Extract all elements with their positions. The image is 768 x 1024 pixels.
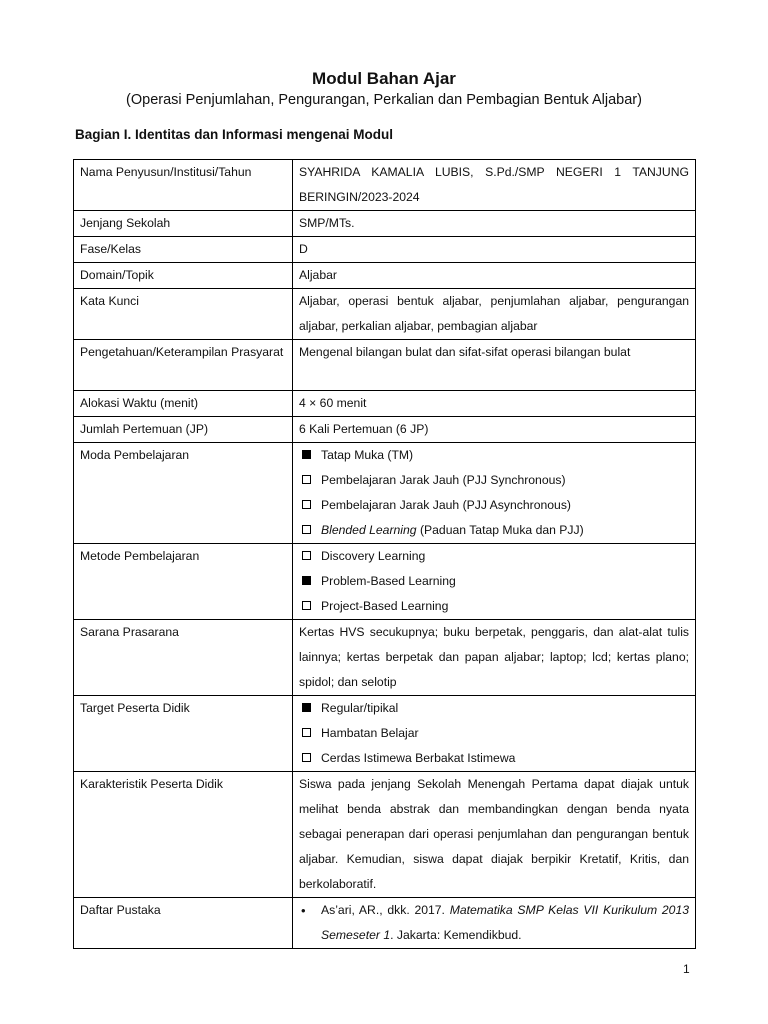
section-heading: Bagian I. Identitas dan Informasi mengenai Modul	[75, 127, 394, 142]
row-label: Jumlah Pertemuan (JP)	[74, 417, 293, 443]
option-item: Project-Based Learning	[299, 594, 689, 619]
row-label: Jenjang Sekolah	[74, 211, 293, 237]
module-info-table	[73, 159, 696, 949]
row-label: Daftar Pustaka	[74, 898, 293, 949]
row-label: Target Peserta Didik	[74, 696, 293, 772]
table-row	[74, 544, 696, 620]
option-item: Blended Learning (Paduan Tatap Muka dan PJJ)	[299, 518, 689, 543]
row-value: Siswa pada jenjang Sekolah Menengah Pertama dapat diajak untuk melihat benda abstrak dan membandingkan dengan benda nyata sebagai penerapan dari operasi penjumlahan dan pengurangan bentuk aljabar. Kemudian, siswa dapat diajak berpikir Kretatif, Kritis, dan berkolaboratif.	[293, 772, 696, 898]
row-label: Moda Pembelajaran	[74, 443, 293, 544]
metode-options	[293, 544, 696, 620]
table-row	[74, 443, 696, 544]
row-value: 6 Kali Pertemuan (6 JP)	[293, 417, 696, 443]
row-label: Pengetahuan/Keterampilan Prasyarat	[74, 340, 293, 391]
table-row	[74, 263, 696, 289]
module-title: Modul Bahan Ajar	[312, 69, 456, 88]
option-item: Problem-Based Learning	[299, 569, 689, 594]
target-options	[293, 696, 696, 772]
table-row	[74, 391, 696, 417]
reference-item	[299, 898, 689, 948]
row-value: Aljabar, operasi bentuk aljabar, penjumlahan aljabar, pengurangan aljabar, perkalian aljabar, pembagian aljabar	[293, 289, 696, 340]
checkbox-icon	[302, 753, 311, 762]
table-row	[74, 772, 696, 898]
row-label: Sarana Prasarana	[74, 620, 293, 696]
book-title: Matematika SMP Kelas VII Kurikulum 2013 Semeseter 1	[321, 903, 689, 942]
checkbox-icon	[302, 450, 311, 459]
option-item: Cerdas Istimewa Berbakat Istimewa	[299, 746, 689, 771]
row-value: SYAHRIDA KAMALIA LUBIS, S.Pd./SMP NEGERI 1 TANJUNG BERINGIN/2023-2024	[293, 160, 696, 211]
checkbox-icon	[302, 551, 311, 560]
row-label: Fase/Kelas	[74, 237, 293, 263]
checkbox-icon	[302, 728, 311, 737]
option-item: Tatap Muka (TM)	[299, 443, 689, 468]
module-subtitle: (Operasi Penjumlahan, Pengurangan, Perkalian dan Pembagian Bentuk Aljabar)	[126, 92, 642, 108]
page-number: 1	[683, 962, 690, 976]
row-value: Aljabar	[293, 263, 696, 289]
table-row	[74, 898, 696, 949]
blended-learning-term: Blended Learning	[321, 523, 417, 537]
reference-text: As’ari, AR., dkk. 2017. Matematika SMP Kelas VII Kurikulum 2013 Semeseter 1. Jakarta: Kemendikbud.	[321, 903, 689, 942]
option-item: Pembelajaran Jarak Jauh (PJJ Synchronous)	[299, 468, 689, 493]
row-label: Nama Penyusun/Institusi/Tahun	[74, 160, 293, 211]
table-row	[74, 289, 696, 340]
table-row	[74, 340, 696, 391]
table-row	[74, 160, 696, 211]
row-label: Kata Kunci	[74, 289, 293, 340]
reference-list	[293, 898, 696, 949]
option-item: Pembelajaran Jarak Jauh (PJJ Asynchronous)	[299, 493, 689, 518]
option-item: Hambatan Belajar	[299, 721, 689, 746]
checkbox-icon	[302, 576, 311, 585]
row-value: Kertas HVS secukupnya; buku berpetak, penggaris, dan alat-alat tulis lainnya; kertas berpetak dan papan aljabar; laptop; lcd; kertas plano; spidol; dan selotip	[293, 620, 696, 696]
row-value: 4 × 60 menit	[293, 391, 696, 417]
table-row	[74, 211, 696, 237]
option-item: Regular/tipikal	[299, 696, 689, 721]
table-row	[74, 237, 696, 263]
checkbox-icon	[302, 475, 311, 484]
row-value: D	[293, 237, 696, 263]
table-row	[74, 620, 696, 696]
option-item: Discovery Learning	[299, 544, 689, 569]
row-label: Karakteristik Peserta Didik	[74, 772, 293, 898]
row-label: Metode Pembelajaran	[74, 544, 293, 620]
checkbox-icon	[302, 601, 311, 610]
row-value: SMP/MTs.	[293, 211, 696, 237]
row-label: Alokasi Waktu (menit)	[74, 391, 293, 417]
table-row	[74, 417, 696, 443]
moda-options	[293, 443, 696, 544]
checkbox-icon	[302, 500, 311, 509]
bullet-icon: •	[301, 903, 306, 918]
checkbox-icon	[302, 703, 311, 712]
row-value: Mengenal bilangan bulat dan sifat-sifat operasi bilangan bulat	[293, 340, 696, 391]
table-row	[74, 696, 696, 772]
row-label: Domain/Topik	[74, 263, 293, 289]
checkbox-icon	[302, 525, 311, 534]
